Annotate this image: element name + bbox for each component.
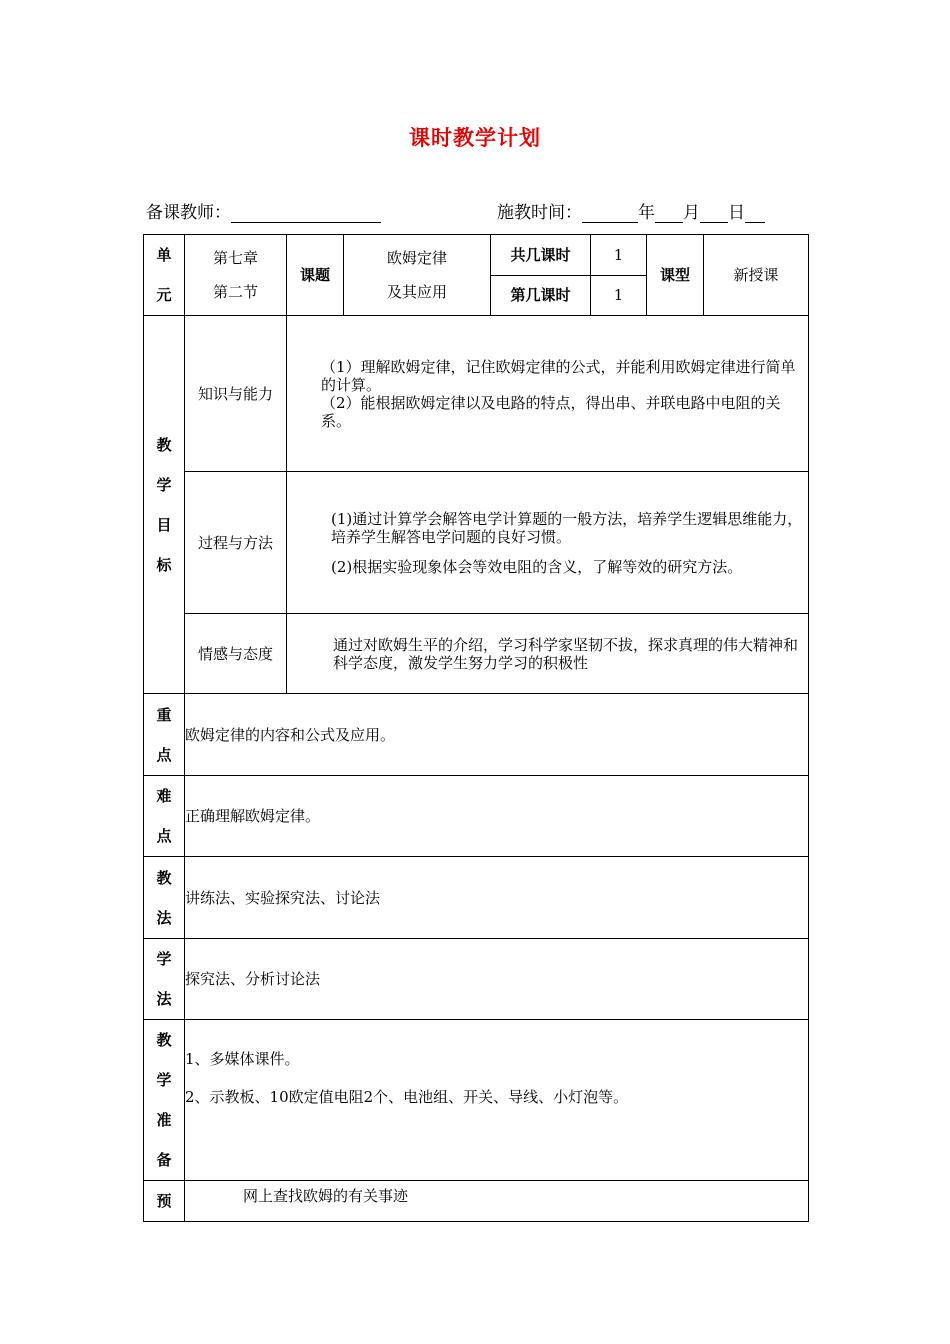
- attitude-content: [287, 614, 809, 694]
- difficulty-row: [144, 776, 809, 857]
- knowledge-item-1: （1）理解欧姆定律，记住欧姆定律的公式，并能利用欧姆定律进行简单的计算。: [321, 357, 796, 394]
- teacher-label: 备课教师：: [146, 203, 231, 223]
- process-content: [287, 472, 809, 614]
- key-point-content: [185, 694, 809, 776]
- objective-knowledge-row: [144, 316, 809, 472]
- preparation-label: 教 学 准 备: [144, 1020, 185, 1181]
- preparation-content: [185, 1020, 809, 1181]
- teaching-method-content: [185, 857, 809, 939]
- knowledge-item-2: （2）能根据欧姆定律以及电路的特点，得出串、并联电路中电阻的关系。: [321, 393, 781, 430]
- type-label: 课型: [647, 235, 704, 316]
- difficulty-label: 难 点: [144, 776, 185, 857]
- time-field: [497, 198, 765, 223]
- section: 第二节: [212, 283, 258, 301]
- day-blank-trailing: [745, 204, 765, 223]
- key-point-label: 重 点: [144, 694, 185, 776]
- objective-process-row: [144, 472, 809, 614]
- time-label: 施教时间：: [497, 203, 582, 223]
- difficulty-content: [185, 776, 809, 857]
- teacher-field: [146, 198, 381, 223]
- day-blank: [700, 204, 728, 223]
- preview-label: 预: [144, 1181, 185, 1222]
- teaching-method-label: 教 法: [144, 857, 185, 939]
- total-hours-value: 1: [591, 235, 647, 276]
- knowledge-content: [287, 316, 809, 472]
- difficulty-text: 正确理解欧姆定律。: [185, 807, 321, 825]
- teaching-method-row: [144, 857, 809, 939]
- process-item-2: (2)根据实验现象体会等效电阻的含义，了解等效的研究方法。: [331, 557, 743, 576]
- knowledge-label: 知识与能力: [185, 316, 287, 472]
- month-label: 月: [683, 203, 700, 223]
- objective-attitude-row: [144, 614, 809, 694]
- topic-label: 课题: [287, 235, 344, 316]
- preview-row: [144, 1181, 809, 1222]
- year-blank: [582, 204, 638, 223]
- preparation-item-2: 2、示教板、10欧定值电阻2个、电池组、开关、导线、小灯泡等。: [185, 1088, 629, 1106]
- unit-row: [144, 235, 809, 276]
- objectives-label: 教 学 目 标: [144, 316, 185, 694]
- attitude-item-1: 通过对欧姆生平的介绍，学习科学家坚韧不拔，探求真理的伟大精神和科学态度，激发学生努力学习的积极性: [333, 635, 799, 672]
- preparation-item-1: 1、多媒体课件。: [185, 1050, 300, 1068]
- learning-method-text: 探究法、分析讨论法: [185, 970, 321, 988]
- key-point-row: [144, 694, 809, 776]
- chapter-cell: [185, 235, 287, 316]
- preview-text: 网上查找欧姆的有关事迹: [243, 1187, 409, 1205]
- preparation-row: [144, 1020, 809, 1181]
- topic-line1: 欧姆定律: [386, 249, 447, 267]
- topic-cell: [344, 235, 491, 316]
- preview-content: [185, 1181, 809, 1222]
- total-hours-label: 共几课时: [491, 235, 591, 276]
- unit-label: 单 元: [144, 235, 185, 316]
- learning-method-content: [185, 939, 809, 1020]
- teaching-method-text: 讲练法、实验探究法、讨论法: [185, 888, 381, 907]
- process-label: 过程与方法: [185, 472, 287, 614]
- process-item-1: (1)通过计算学会解答电学计算题的一般方法，培养学生逻辑思维能力，培养学生解答电学问题的良好习惯。: [331, 509, 803, 546]
- current-hour-value: 1: [591, 275, 647, 316]
- current-hour-label: 第几课时: [491, 275, 591, 316]
- year-label: 年: [638, 203, 655, 223]
- type-value: 新授课: [704, 235, 809, 316]
- key-point-text: 欧姆定律的内容和公式及应用。: [185, 725, 396, 744]
- chapter: 第七章: [212, 249, 258, 267]
- topic-line2: 及其应用: [386, 283, 447, 301]
- teacher-blank: [231, 204, 381, 223]
- learning-method-row: [144, 939, 809, 1020]
- month-blank: [655, 204, 683, 223]
- page-title: 课时教学计划: [409, 126, 541, 150]
- learning-method-label: 学 法: [144, 939, 185, 1020]
- lesson-plan-table: [143, 234, 809, 1222]
- day-label: 日: [728, 203, 745, 223]
- attitude-label: 情感与态度: [185, 614, 287, 694]
